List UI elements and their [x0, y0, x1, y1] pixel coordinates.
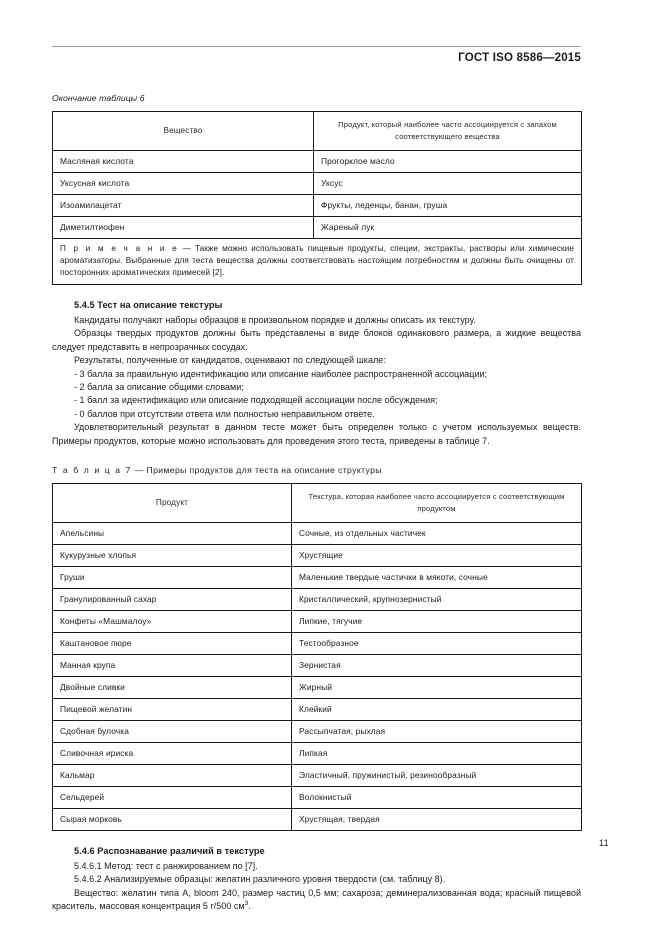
table-row: [53, 721, 582, 743]
table6-note-label: П р и м е ч а н и е: [60, 244, 179, 253]
table6-header-row: [53, 112, 582, 151]
table-row: [53, 809, 582, 831]
table-row: [53, 677, 582, 699]
table7-cell-texture: Эластичный, пружинистый, резинообразный: [292, 765, 582, 787]
table-6: [52, 111, 582, 285]
table-row: [53, 195, 582, 217]
table7-cell-texture: Волокнистый: [292, 787, 582, 809]
table6-cell-substance: Изоамилацетат: [53, 195, 314, 217]
table7-caption-text: — Примеры продуктов для теста на описание структуры: [134, 465, 382, 476]
table-row: [53, 699, 582, 721]
table7-cell-product: Кальмар: [53, 765, 292, 787]
section-5-4-5-heading: 5.4.5 Тест на описание текстуры: [74, 300, 223, 310]
table-row: [53, 523, 582, 545]
table6-cell-substance: Уксусная кислота: [53, 173, 314, 195]
table7-cell-product: Гранулированный сахар: [53, 589, 292, 611]
table7-cell-texture: Кристаллический, крупнозернистый: [292, 589, 582, 611]
table7-header-row: [53, 484, 582, 523]
section-5-4-5-para-3: Результаты, полученные от кандидатов, оценивают по следующей шкале:: [74, 355, 386, 366]
header-rule: [52, 46, 581, 47]
table7-cell-product: Апельсины: [53, 523, 292, 545]
table7-cell-product: Груши: [53, 567, 292, 589]
table7-cell-texture: Жирный: [292, 677, 582, 699]
table-row: [53, 787, 582, 809]
table6-cell-product: Фрукты, леденцы, банан, груша: [314, 195, 582, 217]
page-number: 11: [599, 838, 609, 848]
page-content: [52, 92, 581, 914]
table-row: [53, 765, 582, 787]
table7-cell-product: Манная крупа: [53, 655, 292, 677]
standard-title: ГОСТ ISO 8586—2015: [458, 52, 581, 64]
table6-col-header-substance: Вещество: [53, 112, 314, 151]
table7-cell-texture: Тестообразное: [292, 633, 582, 655]
table-row: [53, 633, 582, 655]
table6-caption: Окончание таблицы 6: [52, 93, 145, 103]
table6-cell-product: Жареный лук: [314, 217, 582, 239]
section-5-4-6-heading: 5.4.6 Распознавание различий в текстуре: [74, 846, 265, 857]
section-5-4-5-closing: Удовлетворительный результат в данном тесте может быть определен только с учетом используемых веществ. Примеры продуктов, которые можно использовать для проведения этого теста, приведены в таблице 7.: [52, 422, 581, 446]
table7-cell-product: Сырая морковь: [53, 809, 292, 831]
table7-col-header-product: Продукт: [53, 484, 292, 523]
table7-cell-texture: Липкая: [292, 743, 582, 765]
table7-cell-texture: Клейкий: [292, 699, 582, 721]
table7-col-header-texture: Текстура, которая наиболее часто ассоциируется с соответствующим продуктом: [292, 484, 582, 523]
table7-cell-texture: Зернистая: [292, 655, 582, 677]
table7-cell-product: Конфеты «Машмалоу»: [53, 611, 292, 633]
section-5-4-5-para-2: Образцы твердых продуктов должны быть представлены в виде блоков одинакового размера, а жидкие вещества следует представить в непрозрачных сосудах.: [52, 328, 581, 352]
spacer: [52, 448, 581, 464]
table7-caption: [52, 464, 581, 476]
scale-item-3-points: - 3 балла за правильную идентификацию или описание наиболее распространенной ассоциации;: [74, 368, 488, 379]
table7-cell-product: Кукурузные хлопья: [53, 545, 292, 567]
substance-period: .: [248, 901, 251, 912]
scale-item-1-point: - 1 балл за идентификацио или описание подходящей ассоциации после обсуждения;: [74, 395, 438, 406]
running-header: [52, 46, 581, 65]
section-5-4-6: [52, 845, 581, 914]
table7-cell-texture: Рассыпчатая, рыхлая: [292, 721, 582, 743]
table-row: [53, 611, 582, 633]
section-5-4-5-para-1: Кандидаты получают наборы образцов в произвольном порядке и должны описать их текстуру.: [74, 315, 476, 325]
table7-cell-texture: Липкие, тягучие: [292, 611, 582, 633]
table-7: [52, 483, 582, 831]
table-row: [53, 545, 582, 567]
table-row: [53, 151, 582, 173]
scale-item-2-points: - 2 балла за описание общими словами;: [74, 382, 244, 393]
table-row: [53, 217, 582, 239]
table7-cell-texture: Хрустящие: [292, 545, 582, 567]
table7-cell-texture: Сочные, из отдельных частичек: [292, 523, 582, 545]
section-5-4-5: [52, 299, 581, 448]
scale-item-0-points: - 0 баллов при отсутствии ответа или полностью неправильном ответе.: [74, 408, 375, 419]
table-row: [53, 589, 582, 611]
table7-cell-product: Сдобная булочка: [53, 721, 292, 743]
table7-cell-product: Двойные сливки: [53, 677, 292, 699]
table6-note-text: — Также можно использовать пищевые продукты, специи, экстракты, растворы или химические ароматизаторы. Выбранные для теста вещества должны соответствовать настоящим потребностям и должны быть очищены от посторонних ароматических примесей [2].: [60, 244, 574, 277]
table-row: [53, 743, 582, 765]
section-5-4-6-substance: [52, 887, 581, 914]
table6-cell-substance: Масляная кислота: [53, 151, 314, 173]
table7-body: [53, 523, 582, 831]
table6-cell-product: Уксус: [314, 173, 582, 195]
section-5-4-6-1: 5.4.6.1 Метод: тест с ранжированием по [7].: [74, 861, 258, 872]
table7-caption-label: Т а б л и ц а 7: [52, 465, 132, 476]
table6-cell-substance: Диметилтиофен: [53, 217, 314, 239]
table7-cell-texture: Хрустящая, твердая: [292, 809, 582, 831]
substance-exponent: 3: [244, 900, 249, 908]
table-row: [53, 173, 582, 195]
table6-cell-product: Прогорклое масло: [314, 151, 582, 173]
table7-cell-product: Сельдерей: [53, 787, 292, 809]
substance-text: Вещество: желатин типа А, bloom 240, размер частиц 0,5 мм; сахароза; деминерализованная вода; красный пищевой краситель, массовая концентрация 5 г/500 см: [52, 887, 581, 912]
table-row: [53, 655, 582, 677]
table-row: [53, 567, 582, 589]
table6-note: [53, 239, 582, 285]
table6-note-row: [53, 239, 582, 285]
table7-cell-product: Сливочная ириска: [53, 743, 292, 765]
table7-cell-texture: Маленькие твердые частички в мякоти, сочные: [292, 567, 582, 589]
section-5-4-6-2: 5.4.6.2 Анализируемые образцы: желатин различного уровня твердости (см. таблицу 8).: [74, 874, 446, 885]
table7-cell-product: Пищевой желатин: [53, 699, 292, 721]
table6-col-header-product: Продукт, который наиболее часто ассоциируется с запахом соответствующего вещества: [314, 112, 582, 151]
table7-cell-product: Каштановое пюре: [53, 633, 292, 655]
